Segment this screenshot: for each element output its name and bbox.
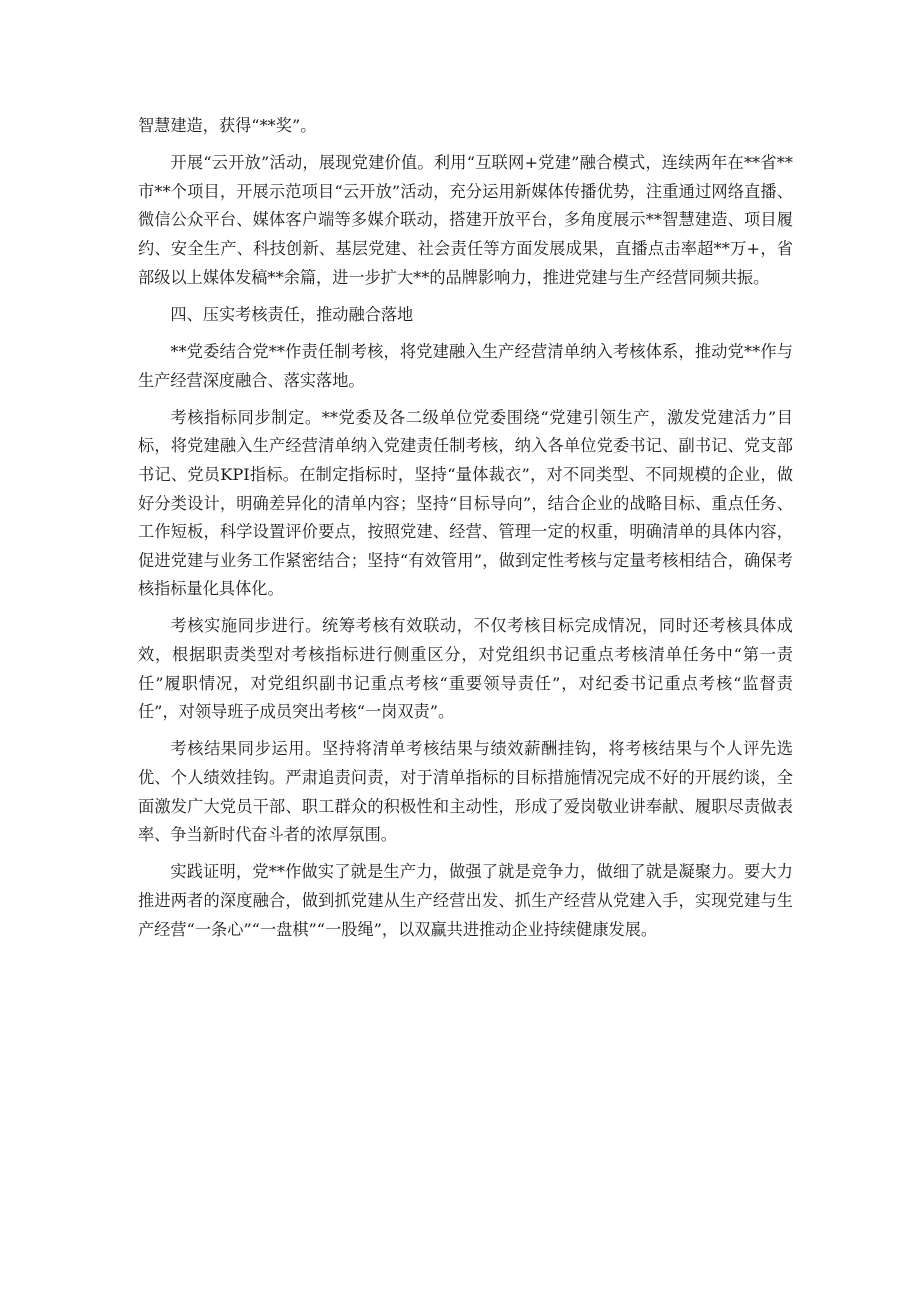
section-heading-4: 四、压实考核责任，推动融合落地 [170, 304, 414, 324]
paragraph-result-application: 考核结果同步运用。坚持将清单考核结果与绩效薪酬挂钩，将考核结果与个人评先选优、个人绩效挂钩。严肃追责问责，对于清单指标的目标措施情况完成不好的开展约谈，全面激发广大党员干部、职工群众的积极性和主动性，形成了爱岗敬业讲奉献、履职尽责做表率、争当新时代奋斗者的浓厚氛围。 [138, 739, 793, 845]
paragraph-indicator-setting: 考核指标同步制定。**党委及各二级单位党委围绕“党建引领生产，激发党建活力”目标，将党建融入生产经营清单纳入党建责任制考核，纳入各单位党委书记、副书记、党支部书记、党员KPI指标。在制定指标时，坚持“量体裁衣”，对不同类型、不同规模的企业，做好分类设计，明确差异化的清单内容；坚持“目标导向”，结合企业的战略目标、重点任务、工作短板，科学设置评价要点，按照党建、经营、管理一定的权重，明确清单的具体内容，促进党建与业务工作紧密结合；坚持“有效管用”，做到定性考核与定量考核相结合，确保考核指标量化具体化。 [138, 407, 793, 599]
document-body [138, 112, 793, 953]
paragraph-implementation: 考核实施同步进行。统筹考核有效联动，不仅考核目标完成情况，同时还考核具体成效，根据职责类型对考核指标进行侧重区分，对党组织书记重点考核清单任务中“第一责任”履职情况，对党组织副书记重点考核“重要领导责任”，对纪委书记重点考核“监督责任”，对领导班子成员突出考核“一岗双责”。 [138, 616, 793, 722]
paragraph-cloud-open: 开展“云开放”活动，展现党建价值。利用“互联网+党建”融合模式，连续两年在**省**市**个项目，开展示范项目“云开放”活动，充分运用新媒体传播优势，注重通过网络直播、微信公众平台、媒体客户端等多媒介联动，搭建开放平台，多角度展示**智慧建造、项目履约、安全生产、科技创新、基层党建、社会责任等方面发展成果，直播点击率超**万+，省部级以上媒体发稿**余篇，进一步扩大**的品牌影响力，推进党建与生产经营同频共振。 [138, 153, 793, 287]
paragraph-conclusion: 实践证明，党**作做实了就是生产力，做强了就是竞争力，做细了就是凝聚力。要大力推进两者的深度融合，做到抓党建从生产经营出发、抓生产经营从党建入手，实现党建与生产经营“一条心”“一盘棋”“一股绳”，以双赢共进推动企业持续健康发展。 [138, 862, 793, 939]
paragraph-assessment-intro: **党委结合党**作责任制考核，将党建融入生产经营清单纳入考核体系，推动党**作与生产经营深度融合、落实落地。 [138, 341, 793, 390]
paragraph-continuation: 智慧建造，获得“**奖”。 [138, 116, 317, 135]
